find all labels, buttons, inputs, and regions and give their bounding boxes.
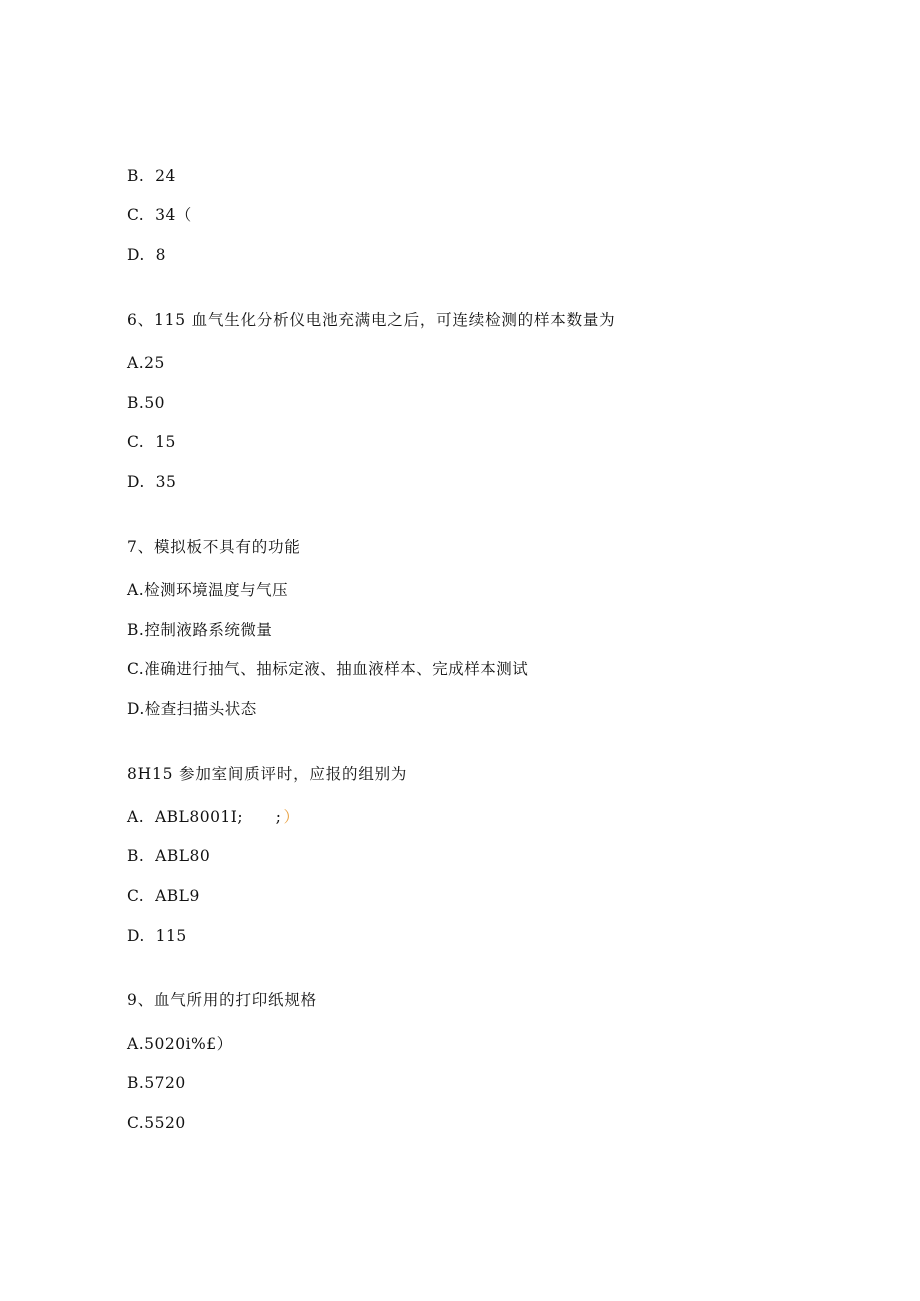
q7-option-b: B.控制液路系统微量 [127, 621, 273, 639]
q6-question: 6、115 血气生化分析仪电池充满电之后，可连续检测的样本数量为 [127, 311, 616, 329]
q9-option-b: B.5720 [127, 1074, 186, 1092]
q8-option-a [127, 807, 299, 827]
q8-option-c: C. ABL9 [127, 887, 200, 905]
q7-option-c: C.准确进行抽气、抽标定液、抽血液样本、完成样本测试 [127, 660, 529, 678]
q9-option-c: C.5520 [127, 1114, 186, 1132]
q6-option-a: A.25 [127, 354, 165, 372]
q6-option-b: B.50 [127, 394, 166, 412]
q6-option-d: D. 35 [127, 473, 177, 491]
q8-option-d: D. 115 [127, 927, 187, 945]
q5-option-d: D. 8 [127, 246, 167, 264]
q8-option-a-text: A. ABL8001I; ; [127, 808, 282, 826]
q5-option-c: C. 34（ [127, 206, 192, 224]
q9-question: 9、血气所用的打印纸规格 [127, 991, 317, 1009]
q8-option-a-mark: ） [283, 808, 300, 826]
q8-option-b: B. ABL80 [127, 847, 211, 865]
q8-question: 8H15 参加室间质评时，应报的组别为 [127, 765, 408, 783]
q9-option-a: A.5020i%£） [127, 1035, 233, 1053]
q7-option-a: A.检测环境温度与气压 [127, 581, 289, 599]
q7-option-d: D.检查扫描头状态 [127, 700, 257, 718]
q7-question: 7、模拟板不具有的功能 [127, 538, 301, 556]
q5-option-b: B. 24 [127, 167, 176, 185]
q6-option-c: C. 15 [127, 433, 176, 451]
